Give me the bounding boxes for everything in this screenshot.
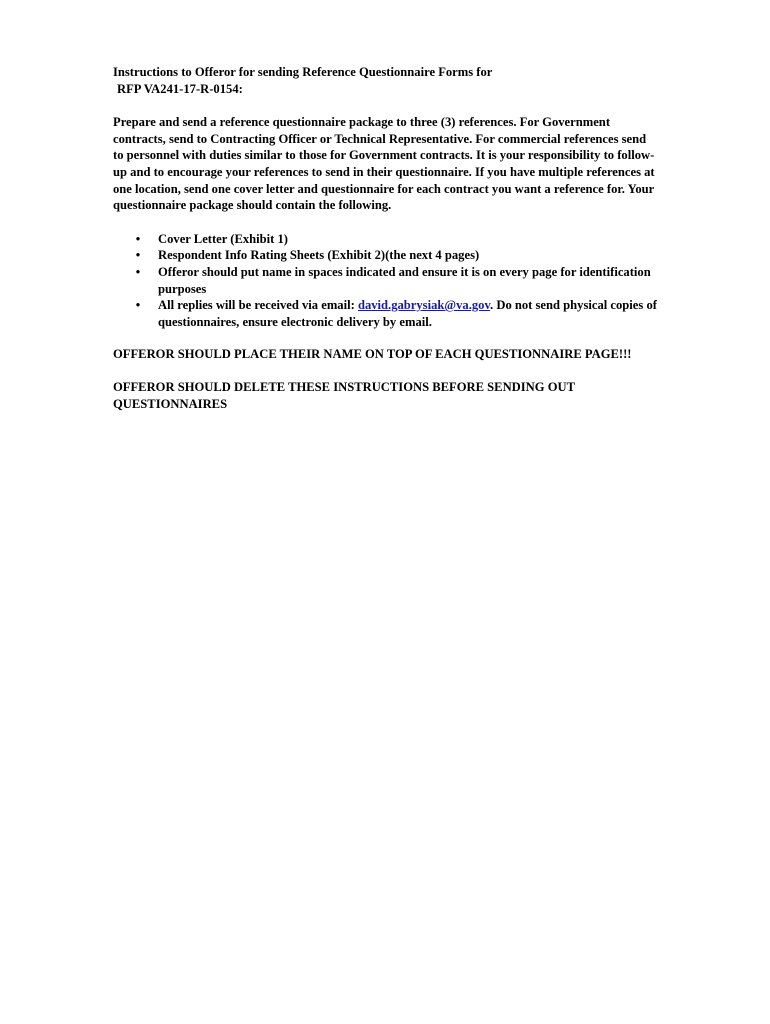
title-line-1: Instructions to Offeror for sending Reference Questionnaire Forms for <box>113 65 493 79</box>
intro-paragraph: Prepare and send a reference questionnaire package to three (3) references. For Government contracts, send to Contracting Officer or Technical Representative. For commercial references send to personnel with duties similar to those for Government contracts. It is your responsibility to follow-up and to encourage your references to send in their questionnaire. If you have multiple references at one location, send one cover letter and questionnaire for each contract you want a reference for. Your questionnaire package should contain the following. <box>113 115 655 213</box>
notice-delete-instructions: OFFEROR SHOULD DELETE THESE INSTRUCTIONS BEFORE SENDING OUT QUESTIONNAIRES <box>113 379 575 411</box>
list-item-text: Offeror should put name in spaces indicated and ensure it is on every page for identification purposes <box>158 264 651 296</box>
document-body <box>113 64 658 412</box>
list-item-text: Cover Letter (Exhibit 1) <box>158 231 288 246</box>
email-bullet-prefix: All replies will be received via email: <box>158 298 358 313</box>
list-item-rating-sheets <box>113 247 658 264</box>
bullet-icon: • <box>135 264 141 279</box>
email-link[interactable]: david.gabrysiak@va.gov <box>357 298 491 313</box>
package-contents-list <box>113 231 658 331</box>
bullet-icon: • <box>135 231 141 246</box>
notice-place-name: OFFEROR SHOULD PLACE THEIR NAME ON TOP OF EACH QUESTIONNAIRE PAGE!!! <box>113 347 632 362</box>
list-item-offeror-name <box>113 264 658 297</box>
list-item-email-replies <box>113 297 658 330</box>
email-bullet-suffix: . Do not send physical copies of questionnaires, ensure electronic delivery by email. <box>158 298 657 329</box>
list-item-cover-letter <box>113 231 658 248</box>
title-line-2: RFP VA241-17-R-0154: <box>117 81 243 96</box>
document-title <box>113 64 658 97</box>
list-item-text: Respondent Info Rating Sheets (Exhibit 2)(the next 4 pages) <box>158 248 480 263</box>
bullet-icon: • <box>135 248 141 263</box>
bullet-icon: • <box>135 298 141 313</box>
